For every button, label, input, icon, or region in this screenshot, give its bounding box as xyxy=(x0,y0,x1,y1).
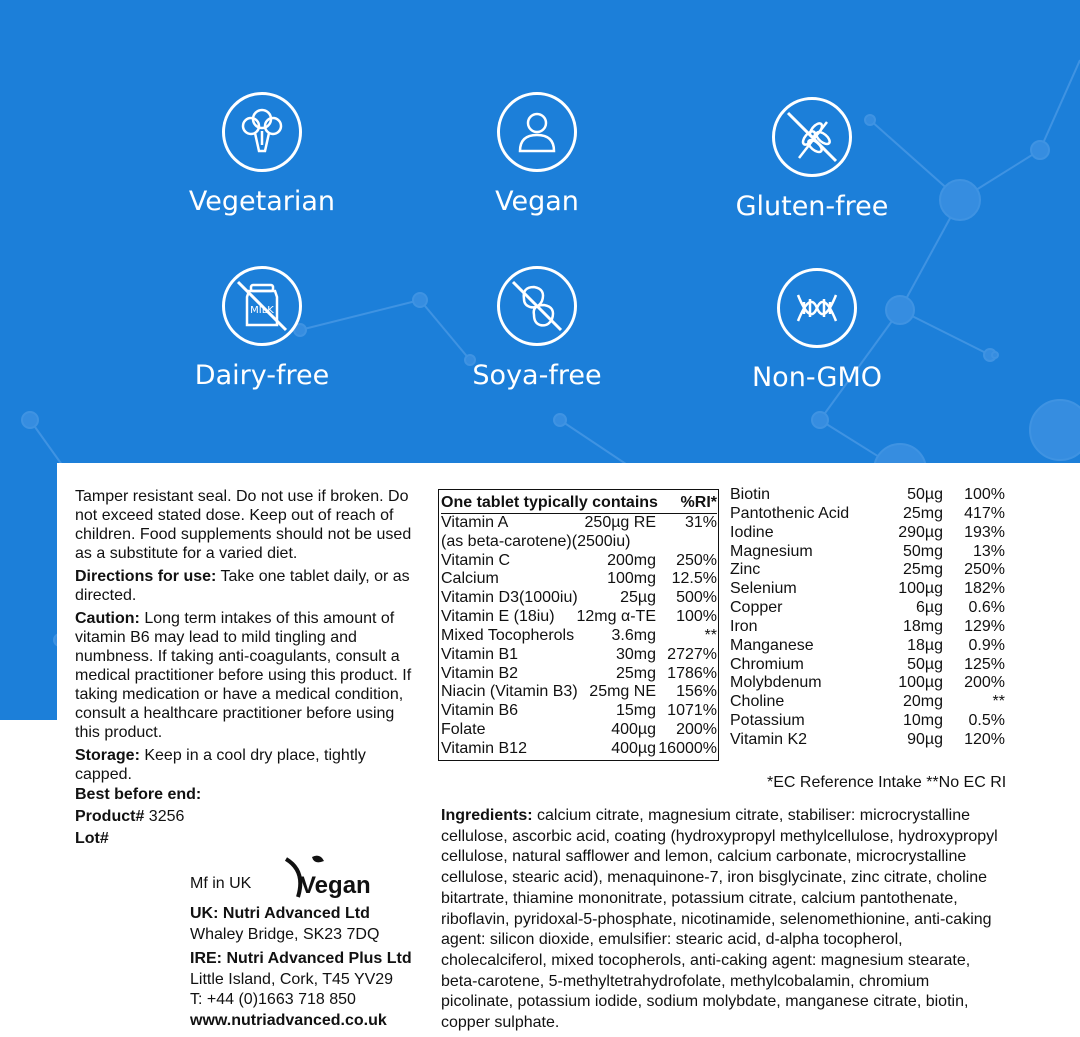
badge-non-gmo xyxy=(727,268,907,393)
nutrient-amount: 100µg xyxy=(898,580,943,598)
nutrient-amount: 50µg xyxy=(907,655,943,673)
nutrient-name: Chromium xyxy=(730,655,804,673)
no-wheat-icon xyxy=(775,100,849,174)
nutrient-name: Copper xyxy=(730,599,783,617)
nutrient-name: Iron xyxy=(730,617,758,635)
nutrient-row xyxy=(441,627,717,646)
nutrient-name: Pantothenic Acid xyxy=(730,504,850,522)
badge-label: Dairy-free xyxy=(194,360,330,391)
badge-label: Gluten-free xyxy=(735,191,889,222)
milk-text: MILK xyxy=(250,305,274,316)
nutrient-amount: 90µg xyxy=(907,730,943,748)
nutrient-row xyxy=(730,599,1005,618)
nutrient-row xyxy=(441,608,717,627)
website: www.nutriadvanced.co.uk xyxy=(190,1011,387,1029)
product-number: 3256 xyxy=(144,808,185,825)
nutrient-name: Choline xyxy=(730,693,785,711)
nutrient-ri: 0.6% xyxy=(968,599,1005,617)
nutrition-table-2 xyxy=(730,486,1005,750)
nutrient-ri: ** xyxy=(704,626,717,644)
badge-vegetarian xyxy=(172,92,352,217)
nutrient-amount: 25µg xyxy=(620,589,656,607)
nutrient-name: Vitamin B6 xyxy=(441,702,519,720)
nutrient-name: Biotin xyxy=(730,486,771,503)
manufacturer-info xyxy=(190,904,412,1031)
nutrient-ri: 31% xyxy=(684,513,717,531)
vegan-logo-text: Vegan xyxy=(300,872,371,899)
product-label: Product# xyxy=(75,808,145,825)
nutrient-amount: 50mg xyxy=(902,542,943,560)
nutrient-amount: 3.6mg xyxy=(611,626,656,644)
nutrient-ri: 500% xyxy=(676,589,717,607)
nutrient-name: Potassium xyxy=(730,712,805,730)
nutrient-name: Selenium xyxy=(730,580,797,598)
product-info xyxy=(75,785,201,848)
nutrient-name: Magnesium xyxy=(730,542,813,560)
ri-footnote: *EC Reference Intake **No EC RI xyxy=(767,774,1007,791)
nutrient-name: Niacin (Vitamin B3) xyxy=(441,683,578,701)
nutrient-row xyxy=(441,646,717,665)
ingredients-text: calcium citrate, magnesium citrate, stabiliser: microcrystalline cellulose, ascorbic acid, coating (hydroxypropyl methylcellulose, hydroxypropyl cellulose, natural safflower and lemon, calcium carbonate, microcrystalline cellulose, stearic acid), menaquinone-7, iron bisglycinate, zinc citrate, choline bitartrate, thiamine mononitrate, potassium citrate, calcium pantothenate, riboflavin, pyridoxal-5-phosphate, nicotinamide, selenomethionine, anti-caking agent: silicon dioxide, emulsifier: stearic acid, d-alpha tocopherol, cholecalciferol, mixed tocopherols, anti-caking agent: magnesium stearate, beta-carotene, 5-methyltetrahydrofolate, methylcobalamin, chromium picolinate, potassium iodide, sodium molybdate, manganese citrate, biotin, copper sulphate. xyxy=(441,807,998,1032)
nutrient-name: Vitamin K2 xyxy=(730,730,808,748)
no-soy-icon xyxy=(500,269,574,343)
nutrient-row xyxy=(730,561,1005,580)
ingredients xyxy=(441,806,1001,1034)
badge-label: Soya-free xyxy=(472,360,602,391)
nutrient-amount: 12mg α-TE xyxy=(576,608,656,626)
nutrient-name: Vitamin B1 xyxy=(441,645,519,663)
nutrient-name: Folate xyxy=(441,721,486,739)
nutrient-amount: 100mg xyxy=(607,570,656,588)
nutrient-name: Mixed Tocopherols xyxy=(441,626,575,644)
nutrient-amount: 20mg xyxy=(902,693,943,711)
nutrient-row xyxy=(441,702,717,721)
nutrient-name: Zinc xyxy=(730,561,761,579)
nutrient-row xyxy=(730,580,1005,599)
nutrient-row xyxy=(730,693,1005,712)
nutrient-name: Vitamin B2 xyxy=(441,664,519,682)
storage: Storage: Keep in a cool dry place, tightly capped. xyxy=(75,747,366,783)
nutrient-row xyxy=(441,665,717,684)
nutrient-row xyxy=(441,721,717,740)
badge-soya-free xyxy=(447,266,627,391)
made-in: Mf in UK xyxy=(190,875,252,892)
nutrient-amount: 25mg NE xyxy=(589,683,656,701)
nutrient-amount: 6µg xyxy=(915,599,943,617)
nutrient-row xyxy=(730,486,1005,505)
dna-icon xyxy=(780,271,854,345)
nutrient-ri: 1071% xyxy=(667,702,717,720)
nutrient-row xyxy=(441,533,717,552)
nutrient-row xyxy=(441,552,717,571)
warnings-section xyxy=(75,487,420,788)
nutrient-row xyxy=(730,637,1005,656)
nutrient-name: Vitamin D3(1000iu) xyxy=(441,589,578,607)
badge-gluten-free xyxy=(722,97,902,222)
badge-label: Non-GMO xyxy=(751,362,883,393)
nutrient-row xyxy=(730,731,1005,750)
person-icon xyxy=(500,95,574,169)
nutrient-amount: 250µg RE xyxy=(584,513,656,531)
table-header xyxy=(441,494,717,514)
ire-company: IRE: Nutri Advanced Plus Ltd xyxy=(190,950,412,967)
directions: Directions for use: Take one tablet daily, or as directed. xyxy=(75,568,410,604)
nutrient-name: (as beta-carotene)(2500iu) xyxy=(441,532,631,550)
nutrient-ri: 250% xyxy=(676,551,717,569)
header-ri: %RI* xyxy=(680,494,717,511)
nutrient-ri: 13% xyxy=(972,542,1005,560)
ingredients-label: Ingredients: xyxy=(441,807,533,824)
vegan-logo xyxy=(276,851,376,901)
nutrient-ri: 250% xyxy=(964,561,1005,579)
nutrient-row xyxy=(441,589,717,608)
nutrient-ri: 100% xyxy=(676,608,717,626)
nutrient-name: Vitamin E (18iu) xyxy=(441,608,555,626)
nutrient-ri: 125% xyxy=(964,655,1005,673)
nutrient-ri: 0.9% xyxy=(968,636,1005,654)
nutrient-ri: 12.5% xyxy=(671,570,717,588)
nutrient-name: Vitamin B12 xyxy=(441,739,527,757)
nutrient-amount: 400µg xyxy=(611,721,656,739)
nutrient-ri: 0.5% xyxy=(968,712,1005,730)
nutrient-row xyxy=(730,618,1005,637)
nutrient-row xyxy=(441,683,717,702)
nutrient-amount: 200mg xyxy=(607,551,656,569)
phone: T: +44 (0)1663 718 850 xyxy=(190,991,356,1008)
badge-vegan xyxy=(447,92,627,217)
nutrient-row xyxy=(730,505,1005,524)
nutrient-row xyxy=(730,524,1005,543)
nutrient-name: Vitamin C xyxy=(441,551,511,569)
nutrient-amount: 400µg xyxy=(611,739,656,757)
nutrient-amount: 15mg xyxy=(615,702,656,720)
header-label: One tablet typically contains xyxy=(441,494,658,511)
nutrient-amount: 18mg xyxy=(902,617,943,635)
nutrient-name: Calcium xyxy=(441,570,499,588)
nutrient-ri: 200% xyxy=(676,721,717,739)
nutrient-amount: 25mg xyxy=(902,561,943,579)
nutrient-ri: ** xyxy=(992,693,1005,711)
nutrient-name: Molybdenum xyxy=(730,674,822,692)
nutrient-name: Vitamin A xyxy=(441,513,509,531)
nutrient-amount: 10mg xyxy=(902,712,943,730)
nutrient-amount: 100µg xyxy=(898,674,943,692)
nutrient-ri: 417% xyxy=(964,504,1005,522)
nutrient-row xyxy=(730,712,1005,731)
badge-label: Vegan xyxy=(495,186,579,217)
nutrient-amount: 30mg xyxy=(615,645,656,663)
broccoli-icon xyxy=(225,95,299,169)
nutrient-ri: 120% xyxy=(964,730,1005,748)
nutrient-amount: 18µg xyxy=(907,636,943,654)
nutrition-table-1 xyxy=(441,494,717,759)
nutrient-amount: 50µg xyxy=(907,486,943,503)
nutrient-ri: 200% xyxy=(964,674,1005,692)
nutrient-ri: 1786% xyxy=(667,664,717,682)
badge-label: Vegetarian xyxy=(188,186,336,217)
nutrient-ri: 182% xyxy=(964,580,1005,598)
nutrient-ri: 129% xyxy=(964,617,1005,635)
nutrient-row xyxy=(441,740,717,759)
ire-address: Little Island, Cork, T45 YV29 xyxy=(190,970,394,988)
nutrient-amount: 25mg xyxy=(615,664,656,682)
nutrient-ri: 100% xyxy=(964,486,1005,503)
nutrient-amount: 290µg xyxy=(898,523,943,541)
nutrient-name: Iodine xyxy=(730,523,774,541)
uk-company: UK: Nutri Advanced Ltd xyxy=(190,905,370,922)
lot-label: Lot# xyxy=(75,830,109,847)
warning-intro: Tamper resistant seal. Do not use if broken. Do not exceed stated dose. Keep out of reach of children. Food supplements should not be used as a substitute for a varied diet. xyxy=(75,488,412,562)
nutrient-amount: 25mg xyxy=(902,504,943,522)
nutrient-row xyxy=(441,514,717,533)
nutrient-row xyxy=(730,656,1005,675)
nutrient-row xyxy=(730,543,1005,562)
best-before-label: Best before end: xyxy=(75,786,202,803)
nutrient-ri: 156% xyxy=(676,683,717,701)
nutrient-ri: 16000% xyxy=(658,739,717,757)
caution: Caution: Long term intakes of this amount of vitamin B6 may lead to mild tingling and numbness. If taking anti-coagulants, consult a medical practitioner before using this product. If taking medication or have a medical condition, consult a healthcare practitioner before using this product. xyxy=(75,610,412,741)
badge-dairy-free xyxy=(172,266,352,391)
no-milk-icon xyxy=(225,269,299,343)
nutrient-name: Manganese xyxy=(730,636,814,654)
nutrient-row xyxy=(730,674,1005,693)
nutrient-row xyxy=(441,570,717,589)
uk-address: Whaley Bridge, SK23 7DQ xyxy=(190,925,380,943)
nutrient-ri: 2727% xyxy=(667,645,717,663)
nutrient-ri: 193% xyxy=(964,523,1005,541)
